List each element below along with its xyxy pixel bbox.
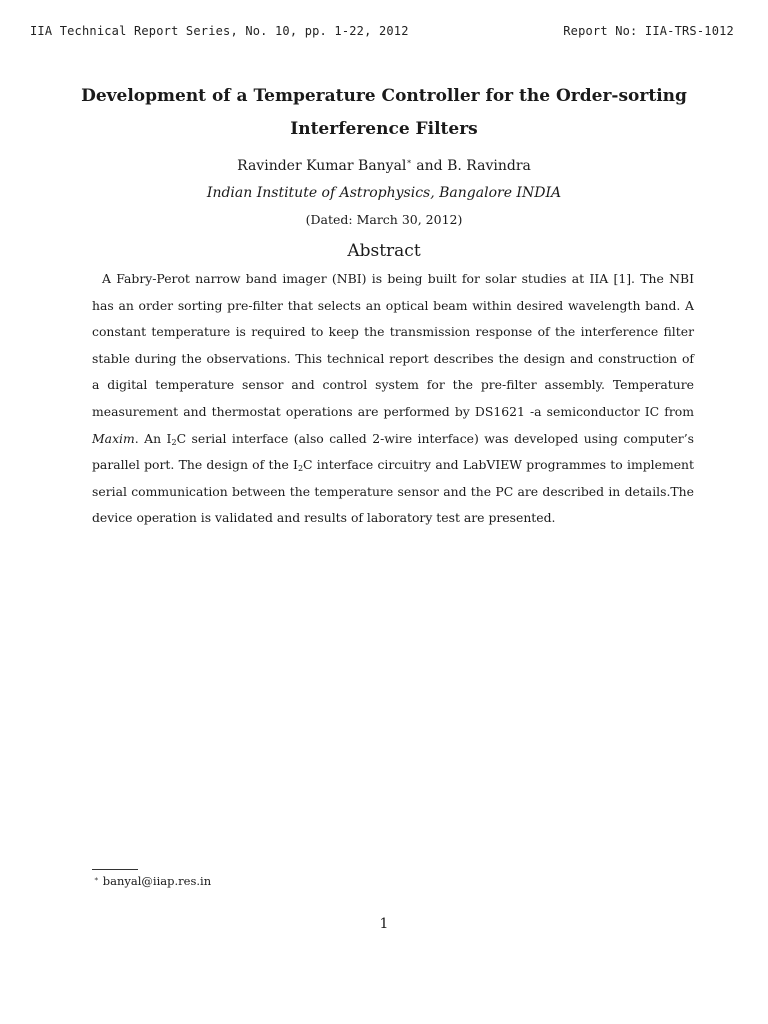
abstract-text: C serial interface (also called 2-wire interface) was developed using computer’s parallel port. The design of the I (92, 430, 695, 473)
author-joiner: and (411, 158, 448, 174)
author-line (0, 157, 768, 174)
abstract-text: C interface circuitry and LabVIEW programmes to implement serial communication between the temperature sensor and the PC are described in details.The device operation is validated and results of laboratory test are presented. (92, 457, 694, 526)
footnote-marker: ∗ (94, 875, 99, 883)
report-series: IIA Technical Report Series, No. 10, pp. 1-22, 2012 (30, 24, 409, 38)
author-name: Ravinder Kumar Banyal (237, 158, 407, 174)
report-number: Report No: IIA-TRS-1012 (563, 24, 734, 38)
company-name: Maxim (92, 430, 135, 446)
date-line: (Dated: March 30, 2012) (305, 212, 463, 227)
footnote-divider (92, 869, 138, 870)
abstract-paragraph (92, 266, 694, 532)
subscript: 2 (297, 464, 304, 474)
author-name: B. Ravindra (447, 158, 531, 174)
footnote (94, 874, 211, 888)
footnote-marker: ∗ (406, 157, 412, 166)
abstract-text: . An I (134, 430, 172, 446)
author-email: banyal@iiap.res.in (102, 874, 212, 888)
page-number: 1 (379, 916, 389, 932)
abstract-heading: Abstract (347, 241, 421, 261)
affiliation: Indian Institute of Astrophysics, Bangalore INDIA (206, 185, 562, 201)
running-header (30, 24, 734, 38)
subscript: 2 (171, 437, 177, 447)
abstract-text: A Fabry-Perot narrow band imager (NBI) is being built for solar studies at IIA [1]. The NBI has an order sorting pre-filter that selects an optical beam within desired wavelength band. A constant temperature is required to keep the transmission response of the interference filter stable during the observations. This technical report describes the design and construction of a digital temperature sensor and control system for the pre-filter assembly. Temperature measurement and thermostat operations are performed by DS1621 -a semiconductor IC from (92, 271, 694, 419)
paper-title: Development of a Temperature Controller for the Order-sorting Interference Filters (81, 86, 687, 139)
